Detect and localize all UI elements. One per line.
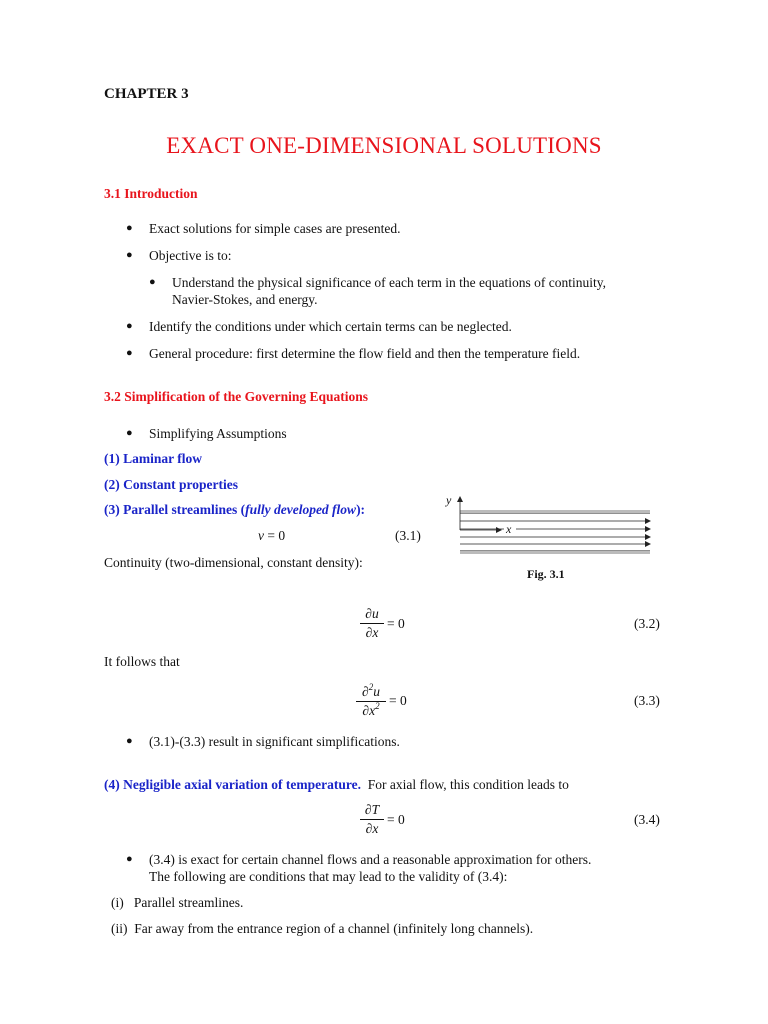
equation-3-2-number: (3.2)	[634, 616, 660, 631]
bullet-icon: ●	[126, 735, 133, 747]
bullet-icon: ●	[126, 853, 133, 865]
figure-caption: Fig. 3.1	[527, 567, 565, 581]
equation-3-1-number: (3.1)	[395, 528, 421, 543]
equation-3-2-fraction: ∂u ∂x	[360, 606, 384, 641]
follows-text: It follows that	[104, 654, 180, 669]
bullet-icon: ●	[126, 249, 133, 261]
chapter-title: EXACT ONE-DIMENSIONAL SOLUTIONS	[166, 133, 602, 158]
intro-bullet-1: Exact solutions for simple cases are presented.	[149, 221, 401, 236]
bullet-icon: ●	[126, 347, 133, 359]
figure-3-1	[440, 488, 655, 558]
chapter-label: CHAPTER 3	[104, 86, 189, 102]
bullet-icon: ●	[126, 427, 133, 439]
equation-3-3-rhs: = 0	[389, 693, 407, 708]
validity-bullet-line2: The following are conditions that may lead to the validity of (3.4):	[149, 869, 508, 884]
intro-subbullet-line1: Understand the physical significance of each term in the equations of continuity,	[172, 275, 606, 290]
section-3-2-heading: 3.2 Simplification of the Governing Equations	[104, 389, 369, 404]
equation-3-3-number: (3.3)	[634, 693, 660, 708]
simplification-bullet: (3.1)-(3.3) result in significant simplifications.	[149, 734, 400, 749]
assumption-1: (1) Laminar flow	[104, 451, 202, 466]
bullet-icon: ●	[126, 222, 133, 234]
intro-bullet-2: Objective is to:	[149, 248, 232, 263]
fig-x-label: x	[506, 522, 512, 536]
continuity-text: Continuity (two-dimensional, constant density):	[104, 555, 363, 570]
intro-subbullet-line2: Navier-Stokes, and energy.	[172, 292, 318, 307]
equation-3-1: v = 0	[258, 528, 286, 543]
equation-3-4-rhs: = 0	[387, 812, 405, 827]
equation-3-2-rhs: = 0	[387, 616, 405, 631]
validity-bullet-line1: (3.4) is exact for certain channel flows and a reasonable approximation for others.	[149, 852, 592, 867]
assumptions-bullet: Simplifying Assumptions	[149, 426, 287, 441]
equation-3-4-number: (3.4)	[634, 812, 660, 827]
assumption-2: (2) Constant properties	[104, 477, 238, 492]
section-3-1-heading: 3.1 Introduction	[104, 186, 198, 201]
assumption-4-line: (4) Negligible axial variation of temperature. For axial flow, this condition leads to	[104, 777, 569, 792]
fig-y-label: y	[446, 493, 452, 507]
intro-bullet-4: General procedure: first determine the flow field and then the temperature field.	[149, 346, 581, 361]
condition-i: (i) Parallel streamlines.	[111, 895, 244, 910]
equation-3-4-fraction: ∂T ∂x	[360, 802, 384, 837]
streamlines	[460, 521, 645, 544]
intro-bullet-3: Identify the conditions under which certain terms can be neglected.	[149, 319, 512, 334]
assumption-3: (3) Parallel streamlines (fully developed flow):	[104, 502, 366, 517]
bullet-icon: ●	[149, 276, 156, 288]
channel-walls	[460, 513, 650, 551]
bullet-icon: ●	[126, 320, 133, 332]
condition-ii: (ii) Far away from the entrance region of a channel (infinitely long channels).	[111, 921, 534, 936]
equation-3-3-fraction: ∂$^2$u $\partial x^2$	[356, 684, 386, 719]
